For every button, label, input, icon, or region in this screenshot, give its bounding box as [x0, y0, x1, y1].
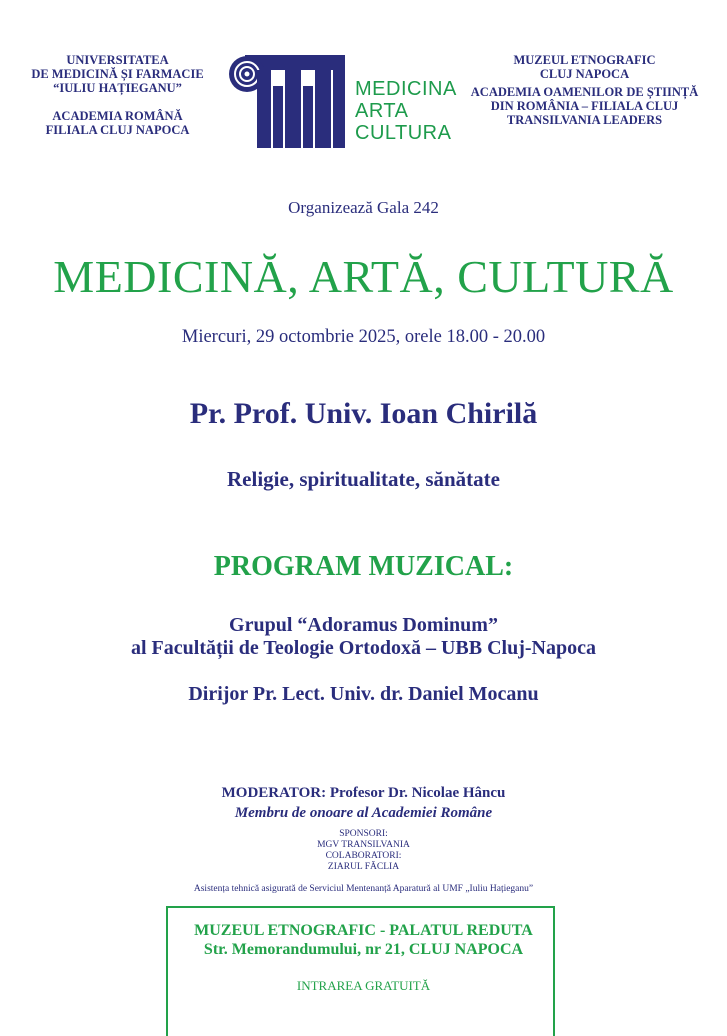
column-logo-icon: [227, 52, 347, 150]
collaborators-label: COLABORATORI:: [325, 851, 402, 861]
header-left-line: FILIALA CLUJ NAPOCA: [45, 123, 190, 137]
logo-word-cultura: CULTURA: [355, 122, 452, 144]
choir-faculty: al Facultății de Teologie Ortodoxă – UBB Cluj-Napoca: [131, 637, 596, 659]
moderator-name: Profesor Dr. Nicolae Hâncu: [329, 785, 506, 801]
header-right-line: TRANSILVANIA LEADERS: [506, 113, 663, 127]
moderator-line: [0, 785, 727, 802]
logo-word-arta: ARTA: [355, 100, 409, 122]
sponsor-name: MGV TRANSILVANIA: [317, 840, 410, 850]
collaborator-name: ZIARUL FĂCLIA: [327, 862, 400, 872]
talk-topic: Religie, spiritualitate, sănătate: [227, 467, 500, 491]
header-right-line: ACADEMIA OAMENILOR DE ȘTIINȚĂ: [470, 85, 699, 99]
moderator-label: MODERATOR:: [221, 785, 327, 801]
organizer-subtitle: Organizează Gala 242: [288, 198, 439, 217]
choir-name: Grupul “Adoramus Dominum”: [229, 614, 498, 636]
medicina-arta-cultura-logo: [227, 52, 457, 152]
speaker-name: Pr. Prof. Univ. Ioan Chirilă: [189, 397, 538, 430]
header-left-line: ACADEMIA ROMÂNĂ: [52, 109, 183, 123]
event-date: Miercuri, 29 octombrie 2025, orele 18.00 - 20.00: [181, 327, 546, 347]
header-right-partners: [452, 53, 717, 127]
venue-address: Str. Memorandumului, nr 21, CLUJ NAPOCA: [203, 941, 524, 958]
program-heading: PROGRAM MUZICAL:: [213, 551, 514, 582]
venue-name: MUZEUL ETNOGRAFIC - PALATUL REDUTA: [194, 922, 533, 939]
moderator-title: Membru de onoare al Academiei Române: [234, 805, 493, 821]
header-left-line: UNIVERSITATEA: [66, 53, 169, 67]
header-left-line: DE MEDICINĂ ȘI FARMACIE: [31, 67, 204, 81]
header-left-line: “IULIU HAȚIEGANU”: [53, 81, 182, 95]
header-left-organizers: [10, 53, 225, 137]
free-entry-note: INTRAREA GRATUITĂ: [296, 978, 431, 993]
choir-conductor: Dirijor Pr. Lect. Univ. dr. Daniel Mocanu: [188, 683, 539, 705]
logo-word-medicina: MEDICINA: [355, 78, 457, 100]
header-right-line: MUZEUL ETNOGRAFIC: [513, 53, 656, 67]
sponsors-label: SPONSORI:: [339, 829, 388, 839]
header-right-line: DIN ROMÂNIA – FILIALA CLUJ: [490, 99, 679, 113]
event-title: MEDICINĂ, ARTĂ, CULTURĂ: [53, 251, 674, 302]
header-right-line: CLUJ NAPOCA: [539, 67, 630, 81]
technical-assistance-note: Asistența tehnică asigurată de Serviciul Mentenanță Aparatură al UMF „Iuliu Hațieganu”: [193, 884, 534, 894]
